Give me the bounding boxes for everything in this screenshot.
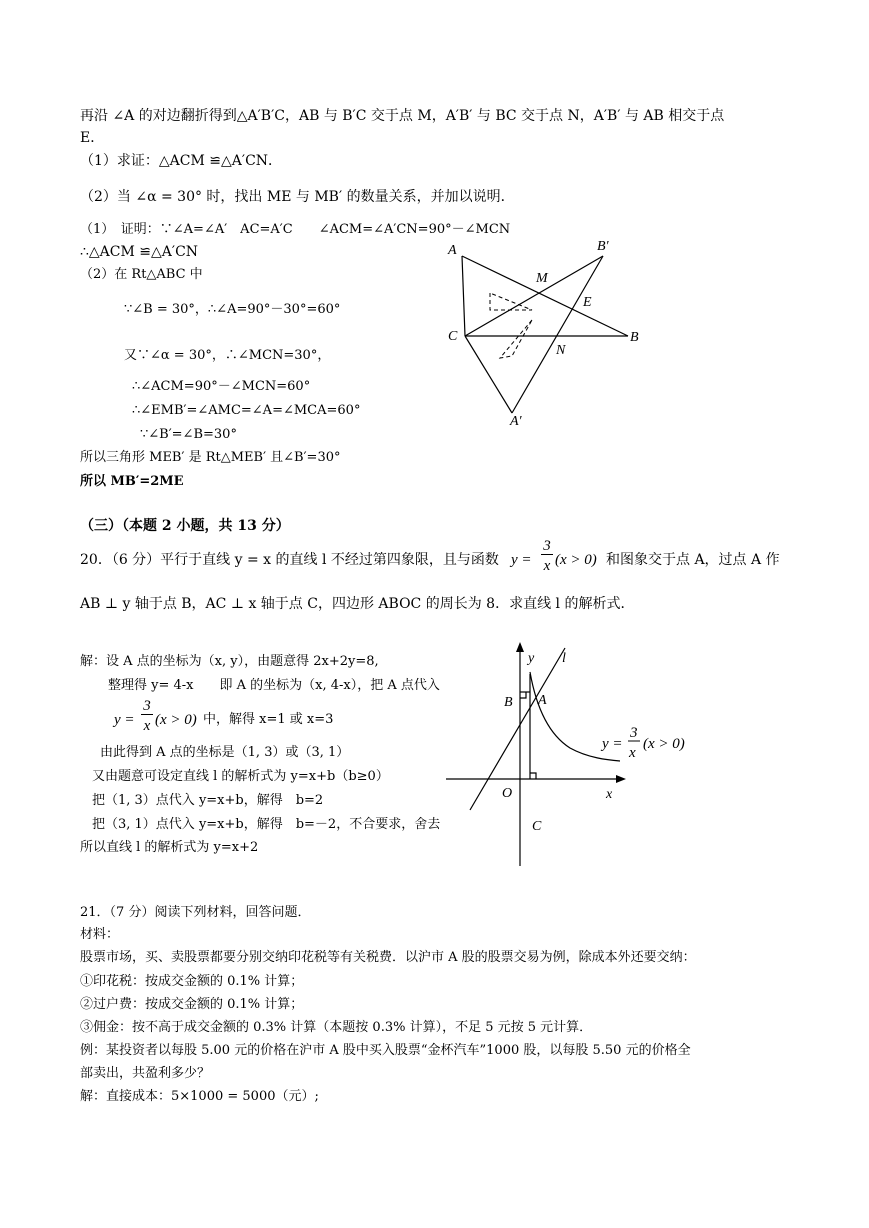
proof19-conclusion: 所以 MB′=2ME [80,474,184,489]
problem19-question1: （1）求证：△ACM ≌△A′CN． [80,153,283,169]
right-angle-mark-b [520,692,526,698]
proof19-line8: ∵∠B′=∠B=30° [140,427,237,442]
curve-eq-condition: (x > 0) [643,736,685,752]
label-b-20: B [504,695,513,710]
segment-ab [462,256,628,336]
dashed-set-square-2 [500,320,532,358]
solution20-line5: 又由题意可设定直线 l 的解析式为 y=x+b（b≥0） [92,769,389,784]
segment-ac [462,256,465,336]
problem20-text-a: 20．（6 分）平行于直线 y = x 的直线 l 不经过第四象限，且与函数 [80,552,499,568]
problem20-func-condition: (x > 0) [555,552,597,568]
problem19-question2: （2）当 ∠α = 30° 时，找出 ME 与 MB′ 的数量关系，并加以说明． [80,189,515,205]
solution20-func-condition: (x > 0) [155,712,197,728]
solution20-func-y: y = [114,712,135,728]
proof19-line6: ∴∠ACM=90°－∠MCN=60° [132,379,311,394]
solution20-line7: 把（3, 1）点代入 y=x+b，解得 b=－2，不合要求，舍去 [92,817,441,832]
solution20-func-denominator: x [143,718,151,734]
problem21-line3: 股票市场，买、卖股票都要分别交纳印花税等有关税费．以沪市 A 股的股票交易为例，除成本外还要交纳： [80,950,696,965]
label-o: O [502,786,513,801]
segment-cap [465,336,512,413]
problem21-line7: 例：某投资者以每股 5.00 元的价格在沪市 A 股中买入股票“金杯汽车”1000 股，以每股 5.50 元的价格全 [80,1043,691,1058]
label-c: C [448,329,458,344]
hyperbola-line-figure [440,640,700,872]
segment-bpap [512,256,603,413]
problem21-line2: 材料： [80,927,120,942]
problem21-line5: ②过户费：按成交金额的 0.1% 计算； [80,997,304,1012]
label-b: B [630,330,639,345]
problem21-line6: ③佣金：按不高于成交金额的 0.3% 计算（本题按 0.3% 计算），不足 5 元按 5 元计算． [80,1020,593,1035]
triangle-fold-figure [440,228,660,433]
solution20-func-numerator: 3 [141,698,153,715]
problem21-line9: 解：直接成本：5×1000 = 5000（元）; [80,1089,319,1104]
label-l: l [562,651,566,666]
right-angle-mark-c [530,773,536,779]
problem21-line8: 部卖出，共盈利多少？ [80,1066,211,1081]
label-c-20: C [532,819,542,834]
proof19-line3: （2）在 Rt△ABC 中 [80,267,203,282]
solution20-line1: 解：设 A 点的坐标为（x, y），由题意得 2x+2y=8, [80,654,379,669]
solution20-line6: 把（1, 3）点代入 y=x+b，解得 b=2 [92,793,324,808]
curve-eq-y: y = [602,736,623,752]
proof19-line4: ∵∠B = 30°，∴∠A=90°－30°=60° [124,302,341,317]
problem19-text-line1: 再沿 ∠A 的对边翻折得到△A′B′C，AB 与 B′C 交于点 M，A′B′ 与 BC 交于点 N，A′B′ 与 AB 相交于点 [80,108,725,124]
label-e: E [583,295,592,310]
problem20-func-numerator: 3 [541,538,553,555]
proof19-line7: ∴∠EMB′=∠AMC=∠A=∠MCA=60° [132,403,361,418]
problem20-text-b: 和图象交于点 A，过点 A 作 [606,552,780,568]
section-three-heading: （三）（本题 2 小题，共 13 分） [80,518,290,534]
curve-eq-denominator: x [629,745,636,761]
solution20-line8: 所以直线 l 的解析式为 y=x+2 [80,840,259,855]
solution20-line4: 由此得到 A 点的坐标是（1, 3）或（3, 1） [100,745,350,760]
label-x: x [606,787,613,802]
solution20-line3: 中，解得 x=1 或 x=3 [203,712,334,727]
label-a-prime: A′ [510,414,522,429]
proof19-line5: 又∵∠α = 30°，∴∠MCN=30°， [124,348,331,363]
label-a: A [448,243,457,258]
curve-eq-numerator: 3 [630,725,638,741]
proof19-line2: ∴△ACM ≌△A′CN [80,244,199,260]
label-a-20: A [538,693,547,708]
label-b-prime: B′ [597,239,609,254]
x-axis-arrow [616,775,626,783]
problem21-line1: 21．（7 分）阅读下列材料，回答问题． [80,905,311,920]
problem21-line4: ①印花税：按成交金额的 0.1% 计算； [80,974,304,989]
proof19-line9: 所以三角形 MEB′ 是 Rt△MEB′ 且∠B′=30° [80,450,341,465]
label-n: N [556,343,566,358]
problem20-text-line2: AB ⊥ y 轴于点 B，AC ⊥ x 轴于点 C，四边形 ABOC 的周长为 8．求直线 l 的解析式． [80,596,635,612]
problem19-text-line2: E． [80,130,105,146]
label-m: M [536,271,548,286]
solution20-line2: 整理得 y= 4-x 即 A 的坐标为（x, 4-x），把 A 点代入 [108,678,440,693]
y-axis-arrow [516,642,524,652]
label-y: y [528,651,535,666]
problem20-func-y: y = [511,552,532,568]
problem20-func-denominator: x [543,558,551,574]
proof19-line1: （1） 证明：∵∠A=∠A′ AC=A′C ∠ACM=∠A′CN=90°－∠MCN [80,222,511,237]
